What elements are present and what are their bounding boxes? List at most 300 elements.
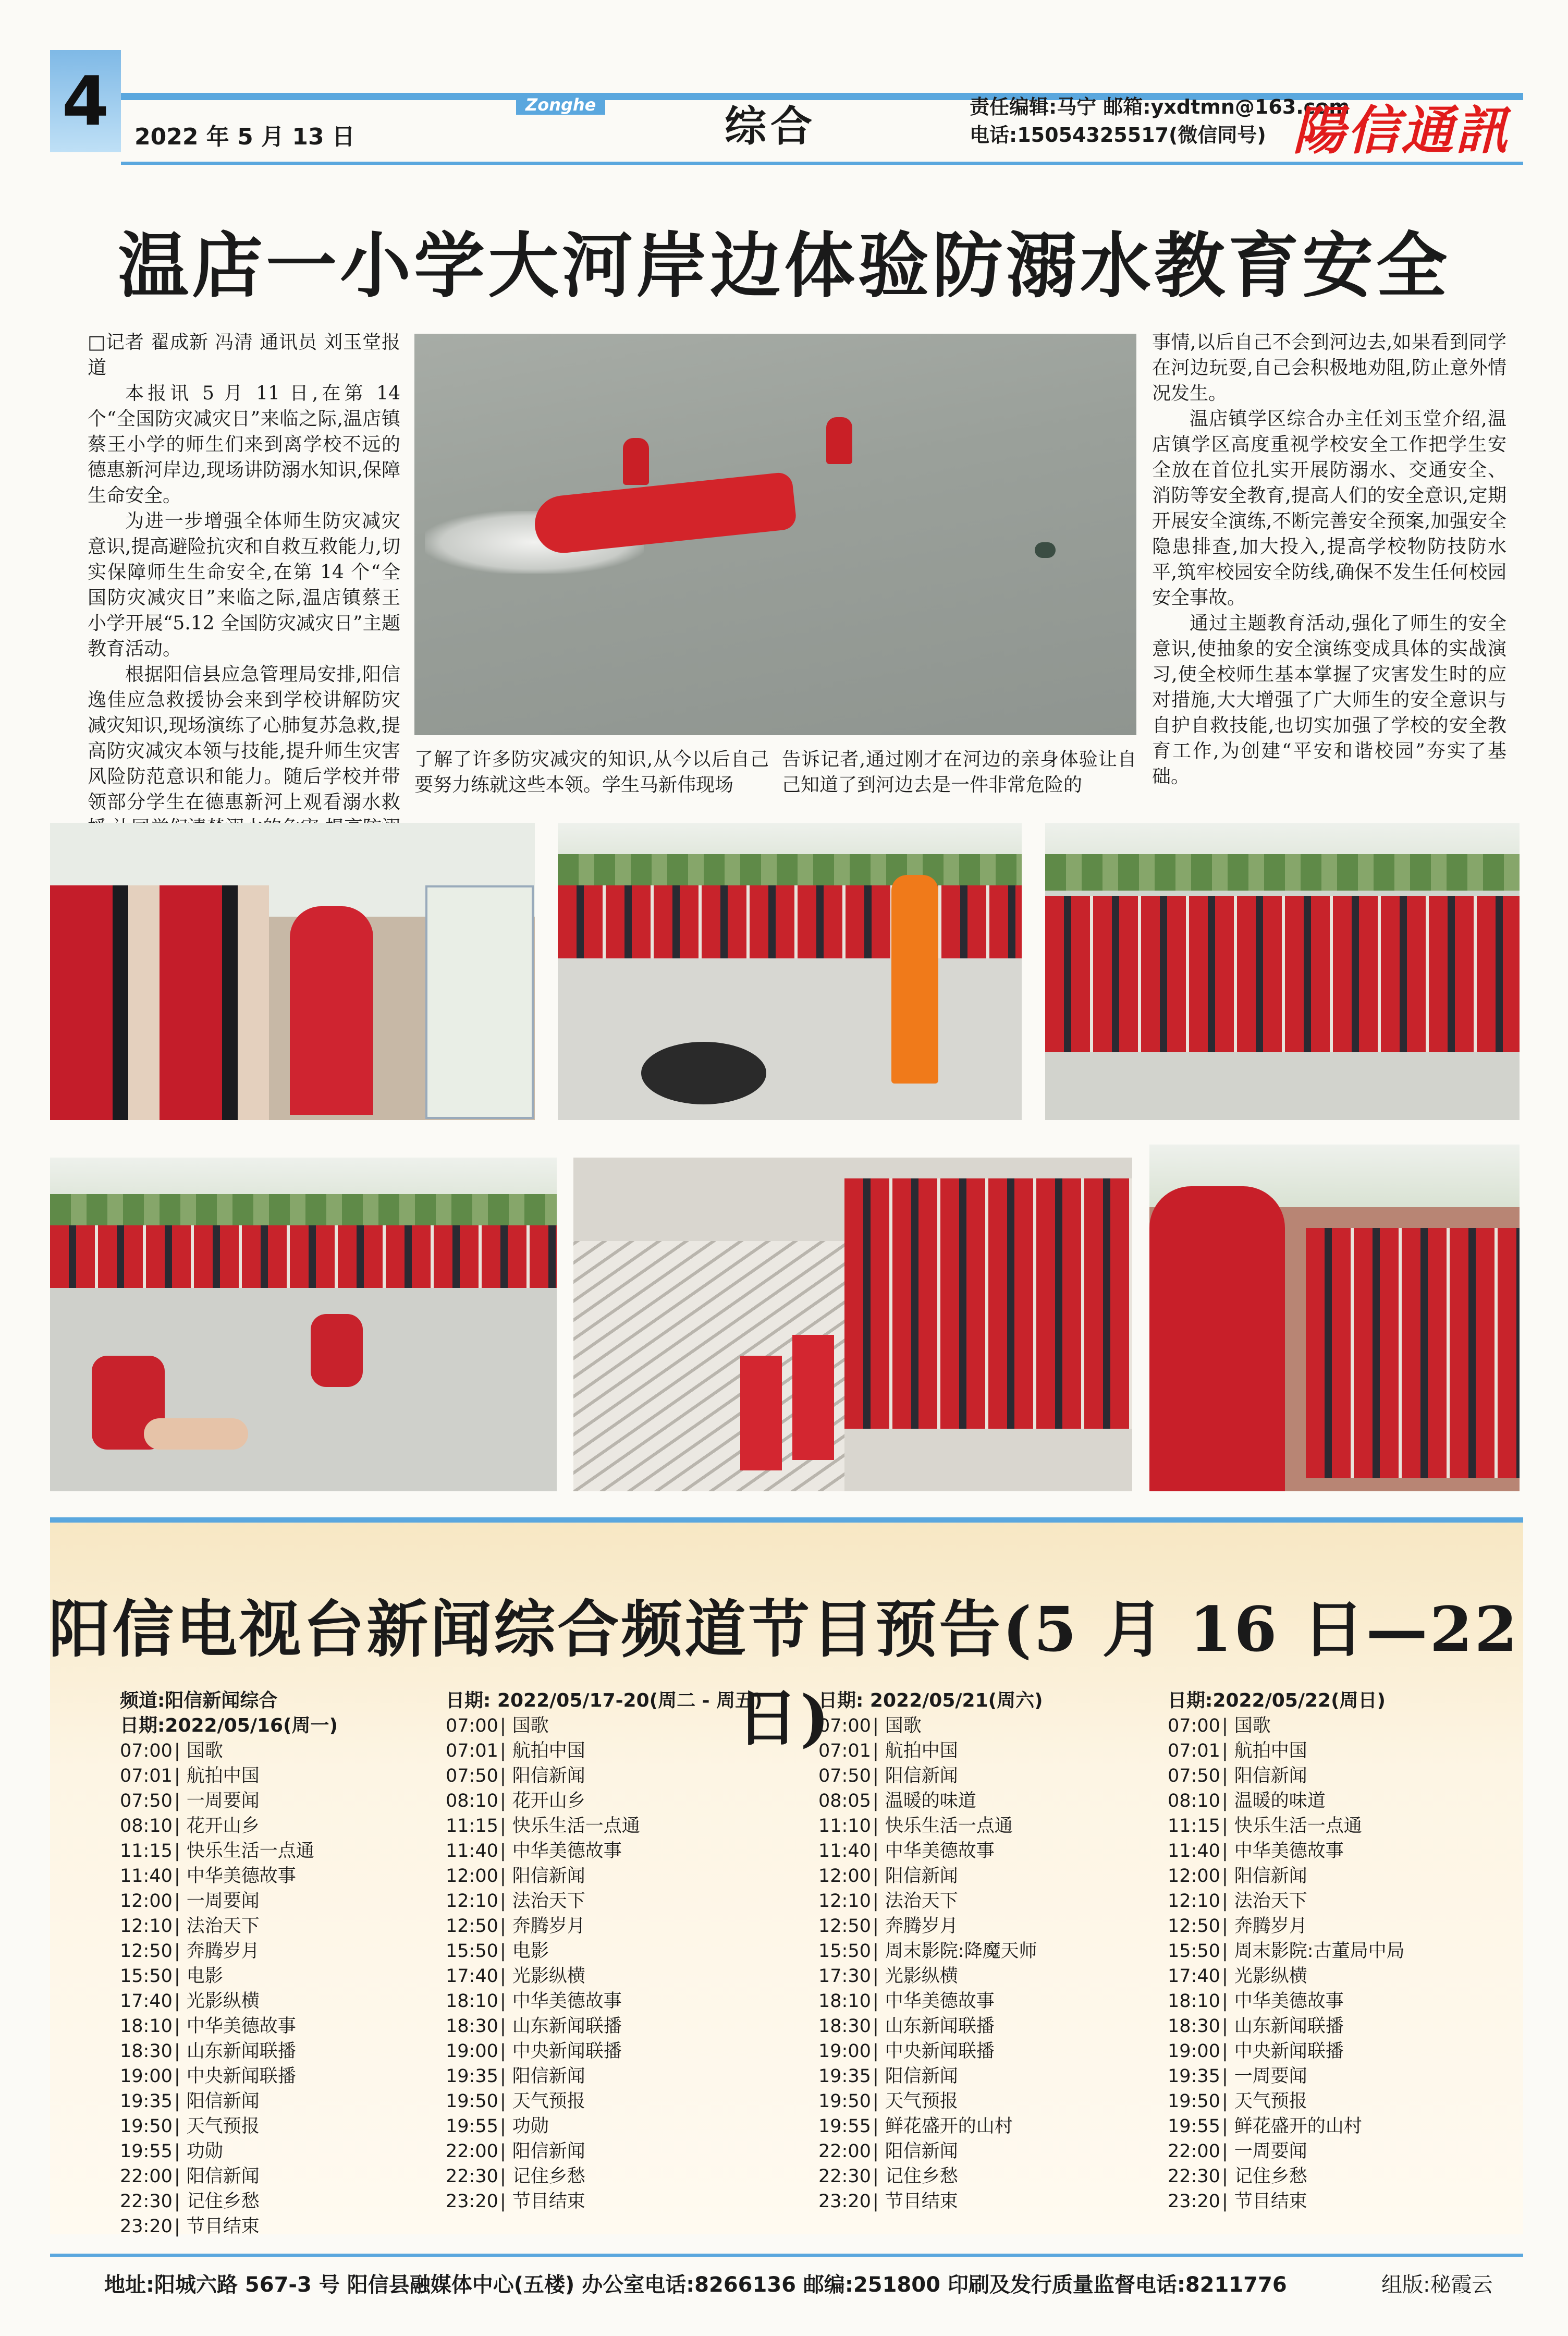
- schedule-program: 阳信新闻: [1234, 1866, 1307, 1887]
- schedule-time: 07:50: [1168, 1766, 1220, 1786]
- schedule-separator: |: [873, 1766, 879, 1786]
- article-column-2: [414, 747, 769, 798]
- schedule-time: 22:30: [120, 2191, 173, 2212]
- schedule-row: [818, 2039, 1142, 2064]
- schedule-time: 19:50: [818, 2091, 871, 2112]
- article-paragraph: 事情,以后自己不会到河边去,如果看到同学在河边玩耍,自己会积极地劝阻,防止意外情况发生。: [1152, 332, 1506, 404]
- schedule-time: 11:15: [1168, 1816, 1220, 1836]
- schedule-separator: |: [174, 2066, 180, 2087]
- schedule-separator: |: [1222, 2191, 1228, 2212]
- schedule-separator: |: [174, 2016, 180, 2037]
- schedule-time: 23:20: [818, 2191, 871, 2212]
- schedule-time: 22:30: [818, 2166, 871, 2187]
- schedule-separator: |: [1222, 1816, 1228, 1836]
- schedule-row: [818, 1914, 1142, 1939]
- footer-layout-editor: 组版:秘霞云: [1381, 2273, 1493, 2297]
- schedule-time: 22:00: [446, 2141, 498, 2162]
- schedule-program: 一周要闻: [1234, 2141, 1307, 2162]
- schedule-time: 19:00: [818, 2041, 871, 2062]
- schedule-program: 节目结束: [1234, 2191, 1307, 2212]
- schedule-row: [446, 2039, 779, 2064]
- schedule-time: 19:35: [446, 2066, 498, 2087]
- schedule-row: [120, 1839, 433, 1864]
- schedule-program: 功勋: [186, 2141, 223, 2162]
- schedule-separator: |: [174, 1966, 180, 1987]
- schedule-program: 中央新闻联播: [1234, 2041, 1344, 2062]
- schedule-row: [818, 2189, 1142, 2214]
- schedule-program: 阳信新闻: [885, 1866, 958, 1887]
- schedule-program: 航拍中国: [186, 1766, 260, 1786]
- schedule-separator: |: [1222, 1766, 1228, 1786]
- schedule-time: 08:10: [1168, 1791, 1220, 1811]
- schedule-program: 记住乡愁: [1234, 2166, 1307, 2187]
- schedule-program: 天气预报: [512, 2091, 585, 2112]
- schedule-program: 中华美德故事: [1234, 1841, 1344, 1862]
- schedule-rule: [50, 1517, 1523, 1523]
- schedule-row: [1168, 1814, 1491, 1839]
- swimmer-figure: [1035, 542, 1056, 558]
- schedule-time: 23:20: [446, 2191, 498, 2212]
- footer-info: 地址:阳城六路 567-3 号 阳信县融媒体中心(五楼) 办公室电话:8266136 邮编:251800 印刷及发行质量监督电话:8211776: [104, 2273, 1287, 2297]
- schedule-row: [1168, 1989, 1491, 2014]
- issue-date: 2022 年 5 月 13 日: [134, 124, 355, 150]
- schedule-program: 国歌: [1234, 1716, 1271, 1736]
- article-paragraph: 为进一步增强全体师生防灾减灾意识,提高避险抗灾和自救互救能力,切实保障师生生命安全,在第 14 个“全国防灾减灾日”来临之际,温店镇蔡王小学开展“5.12 全国防灾减灾日”主题教育活动。: [88, 510, 400, 660]
- schedule-separator: |: [500, 2141, 506, 2162]
- photo-cpr-training: [50, 1158, 557, 1491]
- schedule-program: 中央新闻联播: [885, 2041, 995, 2062]
- schedule-separator: |: [500, 1941, 506, 1962]
- schedule-time: 11:15: [120, 1841, 173, 1862]
- schedule-program: 阳信新闻: [1234, 1766, 1307, 1786]
- schedule-time: 17:40: [1168, 1966, 1220, 1987]
- schedule-time: 19:00: [120, 2066, 173, 2087]
- schedule-time: 15:50: [120, 1966, 173, 1987]
- schedule-time: 07:01: [120, 1766, 173, 1786]
- schedule-program: 中华美德故事: [512, 1991, 622, 2012]
- schedule-separator: |: [174, 1941, 180, 1962]
- schedule-separator: |: [873, 1941, 879, 1962]
- schedule-program: 山东新闻联播: [885, 2016, 995, 2037]
- schedule-row: [1168, 1738, 1491, 1763]
- schedule-program: 阳信新闻: [186, 2091, 260, 2112]
- schedule-program: 记住乡愁: [186, 2191, 260, 2212]
- schedule-row: [120, 2014, 433, 2039]
- schedule-separator: |: [873, 1716, 879, 1736]
- schedule-program: 快乐生活一点通: [186, 1841, 314, 1862]
- schedule-time: 07:50: [818, 1766, 871, 1786]
- article-paragraph: 本报讯 5 月 11 日,在第 14 个“全国防灾减灾日”来临之际,温店镇蔡王小学的师生们来到离学校不远的德惠新河岸边,现场讲防溺水知识,保障生命安全。: [88, 383, 400, 506]
- schedule-program: 一周要闻: [186, 1891, 260, 1912]
- schedule-time: 11:40: [446, 1841, 498, 1862]
- schedule-separator: |: [873, 1741, 879, 1761]
- schedule-separator: |: [174, 1791, 180, 1811]
- schedule-date: 日期: 2022/05/17-20(周二 - 周五): [446, 1690, 763, 1711]
- schedule-row: [120, 2039, 433, 2064]
- schedule-program: 快乐生活一点通: [885, 1816, 1013, 1836]
- schedule-row: [1168, 2039, 1491, 2064]
- schedule-row: [818, 1964, 1142, 1989]
- schedule-program: 法治天下: [885, 1891, 958, 1912]
- schedule-time: 18:10: [120, 2016, 173, 2037]
- schedule-program: 法治天下: [1234, 1891, 1307, 1912]
- schedule-separator: |: [1222, 1716, 1228, 1736]
- schedule-separator: |: [174, 1841, 180, 1862]
- schedule-row: [1168, 1789, 1491, 1814]
- schedule-separator: |: [1222, 1841, 1228, 1862]
- schedule-program: 中华美德故事: [1234, 1991, 1344, 2012]
- schedule-time: 12:10: [818, 1891, 871, 1912]
- schedule-row: [1168, 1914, 1491, 1939]
- schedule-program: 天气预报: [885, 2091, 958, 2112]
- schedule-separator: |: [873, 2041, 879, 2062]
- schedule-program: 奔腾岁月: [885, 1916, 958, 1937]
- schedule-program: 快乐生活一点通: [512, 1816, 640, 1836]
- schedule-program: 记住乡愁: [512, 2166, 585, 2187]
- schedule-row: [446, 2064, 779, 2089]
- schedule-separator: |: [873, 1991, 879, 2012]
- schedule-time: 19:55: [120, 2141, 173, 2162]
- schedule-separator: |: [873, 1816, 879, 1836]
- schedule-program: 国歌: [512, 1716, 549, 1736]
- schedule-separator: |: [1222, 2141, 1228, 2162]
- schedule-time: 12:10: [120, 1916, 173, 1937]
- schedule-column-monday: [120, 1688, 433, 2239]
- schedule-separator: |: [500, 1891, 506, 1912]
- schedule-row: [120, 2214, 433, 2239]
- schedule-time: 19:50: [120, 2116, 173, 2137]
- schedule-time: 19:35: [120, 2091, 173, 2112]
- schedule-row: [818, 2064, 1142, 2089]
- schedule-time: 19:55: [446, 2116, 498, 2137]
- schedule-time: 08:05: [818, 1791, 871, 1811]
- schedule-program: 阳信新闻: [885, 1766, 958, 1786]
- schedule-separator: |: [1222, 1941, 1228, 1962]
- schedule-row: [1168, 2114, 1491, 2139]
- schedule-row: [446, 1713, 779, 1738]
- schedule-time: 12:50: [120, 1941, 173, 1962]
- photo-exhibition-board: [50, 823, 535, 1120]
- schedule-row: [446, 1738, 779, 1763]
- schedule-time: 11:15: [446, 1816, 498, 1836]
- schedule-date: 日期: 2022/05/21(周六): [818, 1690, 1043, 1711]
- section-title: 综合: [725, 102, 816, 151]
- article-paragraph: 通过主题教育活动,强化了师生的安全意识,使抽象的安全演练变成具体的实战演习,使全校师生基本掌握了灾害发生时的应对措施,大大增强了广大师生的安全意识与自护自救技能,也切实加强了学校的安全教育工作,为创建“平安和谐校园”夯实了基础。: [1152, 613, 1506, 787]
- schedule-row: [1168, 1939, 1491, 1964]
- schedule-time: 18:10: [1168, 1991, 1220, 2012]
- schedule-separator: |: [1222, 1741, 1228, 1761]
- photo-fire-demonstration: [558, 823, 1022, 1120]
- schedule-separator: |: [873, 1916, 879, 1937]
- schedule-row: [446, 2014, 779, 2039]
- schedule-time: 07:50: [120, 1791, 173, 1811]
- page-number: 4: [50, 50, 121, 152]
- schedule-time: 07:01: [446, 1741, 498, 1761]
- schedule-time: 11:40: [120, 1866, 173, 1887]
- schedule-program: 光影纵横: [1234, 1966, 1307, 1987]
- schedule-row: [1168, 2139, 1491, 2164]
- schedule-row: [818, 2089, 1142, 2114]
- schedule-program: 中华美德故事: [885, 1991, 995, 2012]
- schedule-program: 光影纵横: [186, 1991, 260, 2012]
- schedule-row: [120, 1814, 433, 1839]
- schedule-time: 19:50: [446, 2091, 498, 2112]
- article-paragraph: 根据阳信县应急管理局安排,阳信逸佳应急救援协会来到学校讲解防灾减灾知识,现场演练了心肺复苏急救,提高防灾减灾本领与技能,提升师生灾害风险防范意识和能力。随后学校并带领部分学生在德惠新河上观看溺水救: [88, 664, 400, 813]
- schedule-separator: |: [500, 2016, 506, 2037]
- schedule-program: 光影纵横: [512, 1966, 585, 1987]
- schedule-separator: |: [500, 1966, 506, 1987]
- schedule-separator: |: [500, 1791, 506, 1811]
- schedule-row: [120, 2089, 433, 2114]
- schedule-row: [1168, 1713, 1491, 1738]
- schedule-separator: |: [174, 2166, 180, 2187]
- schedule-program: 鲜花盛开的山村: [885, 2116, 1013, 2137]
- schedule-separator: |: [500, 1766, 506, 1786]
- schedule-time: 11:10: [818, 1816, 871, 1836]
- schedule-time: 12:00: [818, 1866, 871, 1887]
- schedule-separator: |: [1222, 1966, 1228, 1987]
- schedule-title: 阳信电视台新闻综合频道节目预告(5 月 16 日—22 日): [48, 1593, 1520, 1754]
- schedule-time: 23:20: [1168, 2191, 1220, 2212]
- schedule-row: [818, 1989, 1142, 2014]
- schedule-time: 18:10: [818, 1991, 871, 2012]
- section-pinyin: Zonghe: [516, 95, 605, 115]
- schedule-time: 23:20: [120, 2216, 173, 2237]
- schedule-program: 记住乡愁: [885, 2166, 958, 2187]
- schedule-separator: |: [873, 1841, 879, 1862]
- schedule-row: [1168, 2064, 1491, 2089]
- schedule-separator: |: [873, 2066, 879, 2087]
- schedule-separator: |: [174, 2141, 180, 2162]
- article-headline: 温店一小学大河岸边体验防溺水教育安全: [118, 224, 1450, 308]
- schedule-program: 阳信新闻: [885, 2066, 958, 2087]
- schedule-separator: |: [174, 1741, 180, 1761]
- schedule-time: 17:40: [120, 1991, 173, 2012]
- schedule-time: 19:00: [446, 2041, 498, 2062]
- schedule-row: [120, 1763, 433, 1789]
- schedule-row: [1168, 2164, 1491, 2189]
- photo-students-crouching: [1045, 823, 1520, 1120]
- schedule-row: [818, 2139, 1142, 2164]
- schedule-separator: |: [174, 1766, 180, 1786]
- schedule-program: 温暖的味道: [885, 1791, 976, 1811]
- schedule-row: [120, 2064, 433, 2089]
- schedule-program: 奔腾岁月: [1234, 1916, 1307, 1937]
- schedule-separator: |: [1222, 1991, 1228, 2012]
- schedule-program: 航拍中国: [512, 1741, 585, 1761]
- schedule-program: 周末影院:古董局中局: [1234, 1941, 1405, 1962]
- schedule-separator: |: [174, 2041, 180, 2062]
- schedule-separator: |: [174, 2116, 180, 2137]
- phone-line: 电话:15054325517(微信同号): [970, 124, 1266, 147]
- schedule-row: [120, 1964, 433, 1989]
- schedule-program: 阳信新闻: [512, 1866, 585, 1887]
- schedule-program: 航拍中国: [1234, 1741, 1307, 1761]
- schedule-row: [818, 1713, 1142, 1738]
- schedule-time: 12:00: [446, 1866, 498, 1887]
- schedule-time: 11:40: [818, 1841, 871, 1862]
- schedule-time: 12:50: [446, 1916, 498, 1937]
- masthead-logo: 陽信通訊: [1293, 100, 1510, 161]
- schedule-program: 山东新闻联播: [186, 2041, 296, 2062]
- schedule-program: 天气预报: [186, 2116, 260, 2137]
- schedule-row: [120, 2139, 433, 2164]
- schedule-time: 22:00: [818, 2141, 871, 2162]
- schedule-time: 12:10: [1168, 1891, 1220, 1912]
- schedule-row: [446, 1814, 779, 1839]
- schedule-program: 花开山乡: [186, 1816, 260, 1836]
- schedule-program: 快乐生活一点通: [1234, 1816, 1362, 1836]
- schedule-separator: |: [873, 1866, 879, 1887]
- schedule-time: 07:00: [818, 1716, 871, 1736]
- schedule-time: 15:50: [446, 1941, 498, 1962]
- schedule-row: [446, 1989, 779, 2014]
- schedule-time: 22:00: [120, 2166, 173, 2187]
- schedule-separator: |: [1222, 2116, 1228, 2137]
- article-byline: □记者 翟成新 冯清 通讯员 刘玉堂报道: [88, 332, 400, 379]
- schedule-separator: |: [500, 2041, 506, 2062]
- schedule-separator: |: [174, 1866, 180, 1887]
- schedule-row: [120, 1914, 433, 1939]
- schedule-time: 18:30: [446, 2016, 498, 2037]
- schedule-program: 节目结束: [186, 2216, 260, 2237]
- schedule-time: 19:50: [1168, 2091, 1220, 2112]
- schedule-row: [446, 1964, 779, 1989]
- schedule-time: 19:35: [818, 2066, 871, 2087]
- schedule-time: 07:00: [1168, 1716, 1220, 1736]
- schedule-row: [446, 1789, 779, 1814]
- schedule-time: 12:50: [818, 1916, 871, 1937]
- schedule-time: 18:30: [1168, 2016, 1220, 2037]
- schedule-time: 07:01: [818, 1741, 871, 1761]
- article-paragraph: 温店镇学区综合办主任刘玉堂介绍,温店镇学区高度重视学校安全工作把学生安全放在首位扎实开展防溺水、交通安全、消防等安全教育,提高人们的安全意识,定期开展安全演练,不断完善安全预案,加强安全隐患排查,加大投入,提高学校物防技防水平,筑牢校园安全防线,确保不发生任何校园安全事故。: [1152, 408, 1506, 609]
- schedule-time: 12:50: [1168, 1916, 1220, 1937]
- schedule-row: [818, 1864, 1142, 1889]
- schedule-separator: |: [500, 1916, 506, 1937]
- schedule-row: [818, 2114, 1142, 2139]
- schedule-row: [120, 1789, 433, 1814]
- photo-students-washing: [1149, 1145, 1520, 1491]
- schedule-program: 电影: [186, 1966, 223, 1987]
- schedule-program: 航拍中国: [885, 1741, 958, 1761]
- schedule-separator: |: [500, 1816, 506, 1836]
- rescuer-figure: [623, 438, 649, 485]
- schedule-time: 18:30: [818, 2016, 871, 2037]
- schedule-program: 光影纵横: [885, 1966, 958, 1987]
- schedule-program: 天气预报: [1234, 2091, 1307, 2112]
- schedule-row: [446, 2189, 779, 2214]
- schedule-separator: |: [1222, 1866, 1228, 1887]
- schedule-column-saturday: [818, 1688, 1142, 2214]
- schedule-program: 鲜花盛开的山村: [1234, 2116, 1362, 2137]
- schedule-separator: |: [500, 1741, 506, 1761]
- article-column-1: [88, 330, 400, 892]
- schedule-time: 08:10: [120, 1816, 173, 1836]
- schedule-time: 15:50: [1168, 1941, 1220, 1962]
- rescue-boat: [532, 471, 798, 556]
- schedule-program: 一周要闻: [1234, 2066, 1307, 2087]
- schedule-row: [446, 2089, 779, 2114]
- schedule-time: 07:01: [1168, 1741, 1220, 1761]
- photo-riverbank-students: [573, 1158, 1132, 1491]
- schedule-program: 奔腾岁月: [186, 1941, 260, 1962]
- schedule-row: [818, 1889, 1142, 1914]
- schedule-separator: |: [500, 1991, 506, 2012]
- schedule-separator: |: [174, 1891, 180, 1912]
- schedule-row: [446, 1939, 779, 1964]
- article-column-3: [782, 747, 1136, 798]
- schedule-time: 07:00: [446, 1716, 498, 1736]
- schedule-program: 电影: [512, 1941, 549, 1962]
- schedule-column-tue-fri: [446, 1688, 779, 2214]
- schedule-separator: |: [1222, 1916, 1228, 1937]
- schedule-time: 12:10: [446, 1891, 498, 1912]
- article-column-4: [1152, 330, 1506, 789]
- schedule-row: [1168, 1763, 1491, 1789]
- schedule-program: 法治天下: [186, 1916, 260, 1937]
- schedule-program: 国歌: [186, 1741, 223, 1761]
- schedule-time: 19:55: [818, 2116, 871, 2137]
- schedule-program: 中央新闻联播: [512, 2041, 622, 2062]
- schedule-separator: |: [174, 2216, 180, 2237]
- schedule-program: 周末影院:降魔天师: [885, 1941, 1037, 1962]
- article-paragraph: 了解了许多防灾减灾的知识,从今以后自己要努力练就这些本领。学生马新伟现场: [414, 749, 769, 796]
- schedule-separator: |: [174, 1991, 180, 2012]
- schedule-row: [120, 2164, 433, 2189]
- schedule-separator: |: [500, 2191, 506, 2212]
- schedule-time: 22:30: [1168, 2166, 1220, 2187]
- schedule-separator: |: [500, 2091, 506, 2112]
- schedule-time: 07:50: [446, 1766, 498, 1786]
- schedule-time: 19:00: [1168, 2041, 1220, 2062]
- schedule-separator: |: [1222, 2066, 1228, 2087]
- schedule-time: 17:30: [818, 1966, 871, 1987]
- schedule-time: 17:40: [446, 1966, 498, 1987]
- article-paragraph: 告诉记者,通过刚才在河边的亲身体验让自己知道了到河边去是一件非常危险的: [782, 749, 1136, 796]
- schedule-separator: |: [174, 1816, 180, 1836]
- schedule-separator: |: [174, 2091, 180, 2112]
- schedule-program: 阳信新闻: [186, 2166, 260, 2187]
- schedule-row: [120, 1864, 433, 1889]
- schedule-program: 国歌: [885, 1716, 922, 1736]
- schedule-program: 节目结束: [885, 2191, 958, 2212]
- schedule-column-sunday: [1168, 1688, 1491, 2214]
- schedule-time: 19:35: [1168, 2066, 1220, 2087]
- schedule-program: 温暖的味道: [1234, 1791, 1326, 1811]
- schedule-separator: |: [1222, 2016, 1228, 2037]
- rescuer-figure: [826, 417, 852, 464]
- schedule-row: [818, 1939, 1142, 1964]
- schedule-row: [120, 1889, 433, 1914]
- schedule-row: [446, 2114, 779, 2139]
- schedule-row: [1168, 1889, 1491, 1914]
- schedule-separator: |: [500, 1841, 506, 1862]
- schedule-time: 08:10: [446, 1791, 498, 1811]
- footer-rule: [50, 2254, 1523, 2257]
- schedule-separator: |: [1222, 2041, 1228, 2062]
- schedule-separator: |: [500, 2116, 506, 2137]
- editor-line: 责任编辑:马宁 邮箱:yxdtmn@163.com: [970, 95, 1350, 118]
- schedule-separator: |: [873, 2141, 879, 2162]
- schedule-program: 节目结束: [512, 2191, 585, 2212]
- schedule-program: 中华美德故事: [186, 2016, 296, 2037]
- schedule-separator: |: [500, 2066, 506, 2087]
- schedule-separator: |: [500, 1716, 506, 1736]
- schedule-separator: |: [1222, 1791, 1228, 1811]
- schedule-row: [818, 1738, 1142, 1763]
- schedule-separator: |: [174, 1916, 180, 1937]
- schedule-separator: |: [873, 2116, 879, 2137]
